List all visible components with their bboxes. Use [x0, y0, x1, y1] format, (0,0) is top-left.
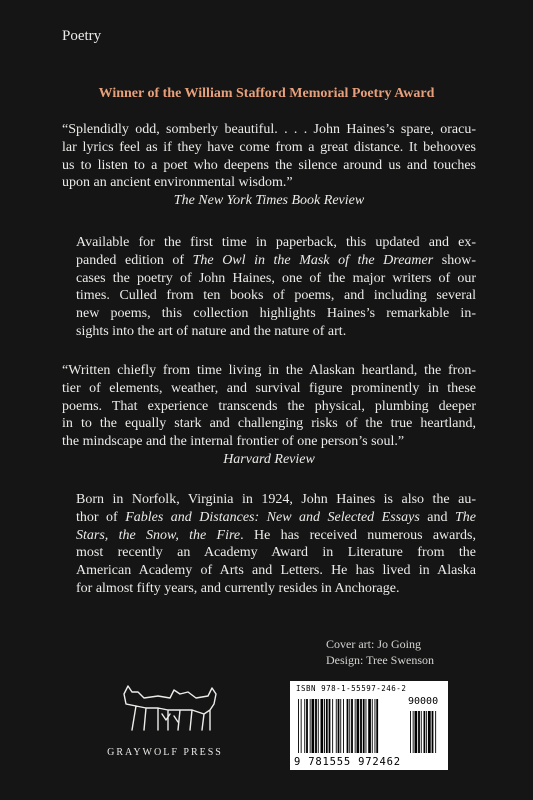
publisher-name: GRAYWOLF PRESS — [107, 747, 223, 758]
quote-line: the mindscape and the internal frontier of one person’s soul.” — [62, 434, 405, 450]
quote-line: in to the equally stark and challenging risks of the true heartland, — [62, 416, 476, 432]
isbn-barcode — [290, 681, 448, 770]
category-label: Poetry — [62, 28, 102, 44]
quote-line: upon an ancient environmental wisdom.” — [62, 175, 293, 191]
book-title: Stars, the Snow, the Fire — [76, 527, 241, 543]
cover-art-credit: Cover art: Jo Going — [326, 637, 421, 651]
book-description — [76, 234, 476, 341]
essay-title: Fables and Distances: New and Selected Essays — [125, 509, 420, 525]
description-line: times. Culled from ten books of poems, and including several — [76, 288, 476, 304]
review-quote-nyt — [62, 121, 476, 210]
review-quote-harvard — [62, 362, 476, 469]
quote-source: Harvard Review — [223, 451, 315, 467]
bio-line: Born in Norfolk, Virginia in 1924, John Haines is also the au- — [76, 492, 476, 507]
bio-line: for almost fifty years, and currently resides in Anchorage. — [76, 580, 400, 596]
bio-line: most recently an Academy Award in Literature from the — [76, 545, 476, 561]
quote-line: “Splendidly odd, somberly beautiful. . . . John Haines’s spare, oracu- — [62, 122, 476, 137]
quote-line: tier of elements, weather, and survival figure prominently in these — [62, 380, 476, 396]
award-heading: Winner of the William Stafford Memorial Poetry Award — [98, 86, 435, 101]
quote-line: us to listen to a poet who deepens the silence around us and touches — [62, 157, 476, 173]
description-line: new poems, this collection highlights Haines’s remarkable in- — [76, 306, 476, 322]
book-title: The Owl in the Mask of the Dreamer — [192, 252, 434, 268]
quote-line: poems. That experience transcends the physical, plumbing deeper — [62, 398, 476, 414]
price-code: 90000 — [408, 696, 439, 707]
barcode-digits: 9 781555 972462 — [294, 756, 401, 768]
description-line: Available for the first time in paperback, this updated and ex- — [76, 235, 476, 250]
description-line: sights into the art of nature and the nature of art. — [76, 323, 347, 339]
author-bio — [76, 491, 476, 598]
isbn-number: ISBN 978-1-55597-246-2 — [296, 684, 407, 693]
quote-line: “Written chiefly from time living in the Alaskan heartland, the fron- — [62, 363, 476, 378]
bio-line: Stars, the Snow, the Fire. He has received numerous awards, — [76, 527, 476, 543]
quote-source: The New York Times Book Review — [173, 193, 365, 209]
bio-line: thor of Fables and Distances: New and Selected Essays and The — [76, 509, 476, 525]
bio-line: American Academy of Arts and Letters. He has lived in Alaska — [76, 563, 476, 579]
credits — [326, 636, 434, 668]
description-line: cases the poetry of John Haines, one of the major writers of our — [76, 270, 476, 286]
publisher-wolf-logo — [118, 680, 218, 740]
design-credit: Design: Tree Swenson — [326, 653, 435, 667]
quote-line: lar lyrics feel as if they have come from a great distance. It behooves — [62, 139, 476, 155]
barcode-bars — [294, 695, 444, 757]
description-line: panded edition of The Owl in the Mask of the Dreamer show- — [76, 252, 476, 268]
